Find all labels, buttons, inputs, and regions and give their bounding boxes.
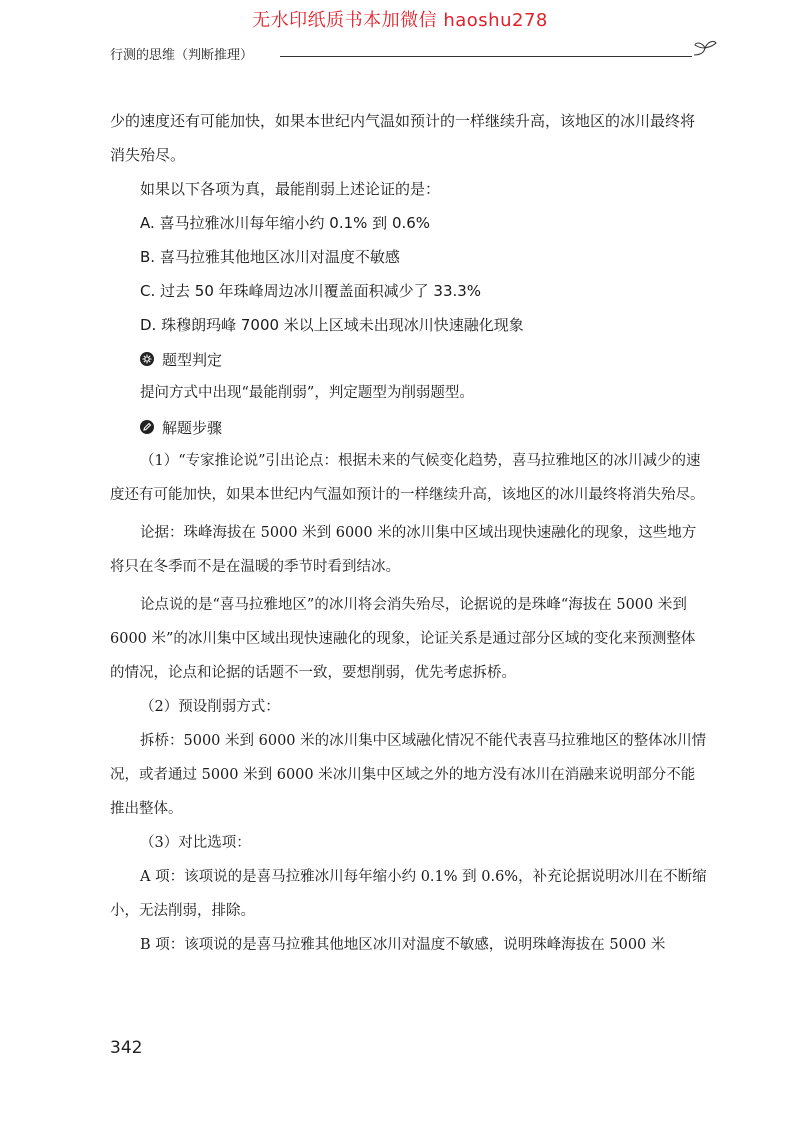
watermark-text: 无水印纸质书本加微信 haoshu278 [252, 10, 548, 31]
gear-icon [140, 352, 154, 366]
section-type-heading [110, 342, 708, 376]
question-stem-continuation: 少的速度还有可能加快，如果本世纪内气温如预计的一样继续升高，该地区的冰川最终将消失殆尽。 [110, 112, 696, 164]
section-type-title: 题型判定 [162, 350, 223, 369]
type-text: 提问方式中出现“最能削弱”，判定题型为削弱题型。 [140, 385, 474, 401]
step-paragraph: （1）“专家推论说”引出论点：根据未来的气候变化趋势，喜马拉雅地区的冰川减少的速度还有可能加快，如果本世纪内气温如预计的一样继续升高，该地区的冰川最终将消失殆尽。 [110, 453, 705, 503]
question-prompt: 如果以下各项为真，最能削弱上述论证的是： [140, 180, 441, 198]
step-paragraph: 拆桥：5000 米到 6000 米的冰川集中区域融化情况不能代表喜马拉雅地区的整体冰川情况，或者通过 5000 米到 6000 米冰川集中区域之外的地方没有冰川在消融来说明部分不能推出整体。 [110, 733, 707, 817]
step-paragraph: （3）对比选项： [140, 835, 251, 851]
section-steps-title: 解题步骤 [162, 418, 223, 437]
header-title: 行测的思维（判断推理） [110, 48, 254, 63]
step-paragraph: B 项：该项说的是喜马拉雅其他地区冰川对温度不敏感，说明珠峰海拔在 5000 米 [140, 937, 666, 953]
sprout-icon [692, 38, 718, 60]
running-header [110, 44, 712, 68]
section-steps-heading [110, 410, 708, 444]
header-divider [280, 56, 692, 57]
option-c: C. 过去 50 年珠峰周边冰川覆盖面积减少了 33.3% [140, 282, 482, 300]
page-content [110, 104, 708, 962]
pencil-icon [140, 420, 154, 434]
step-paragraph: A 项：该项说的是喜马拉雅冰川每年缩小约 0.1% 到 0.6%，补充论据说明冰川在不断缩小，无法削弱，排除。 [110, 869, 707, 919]
option-b: B. 喜马拉雅其他地区冰川对温度不敏感 [140, 248, 400, 266]
step-paragraph: 论点说的是“喜马拉雅地区”的冰川将会消失殆尽，论据说的是珠峰“海拔在 5000 米到 6000 米”的冰川集中区域出现快速融化的现象，论证关系是通过部分区域的变化来预测整体的情况，论点和论据的话题不一致，要想削弱，优先考虑拆桥。 [110, 597, 696, 681]
page-number: 342 [110, 1038, 143, 1058]
option-a: A. 喜马拉雅冰川每年缩小约 0.1% 到 0.6% [140, 214, 431, 232]
step-paragraph: （2）预设削弱方式： [140, 699, 280, 715]
option-d: D. 珠穆朗玛峰 7000 米以上区域未出现冰川快速融化现象 [140, 316, 524, 334]
step-paragraph: 论据：珠峰海拔在 5000 米到 6000 米的冰川集中区域出现快速融化的现象，这些地方将只在冬季而不是在温暖的季节时看到结冰。 [110, 525, 697, 575]
